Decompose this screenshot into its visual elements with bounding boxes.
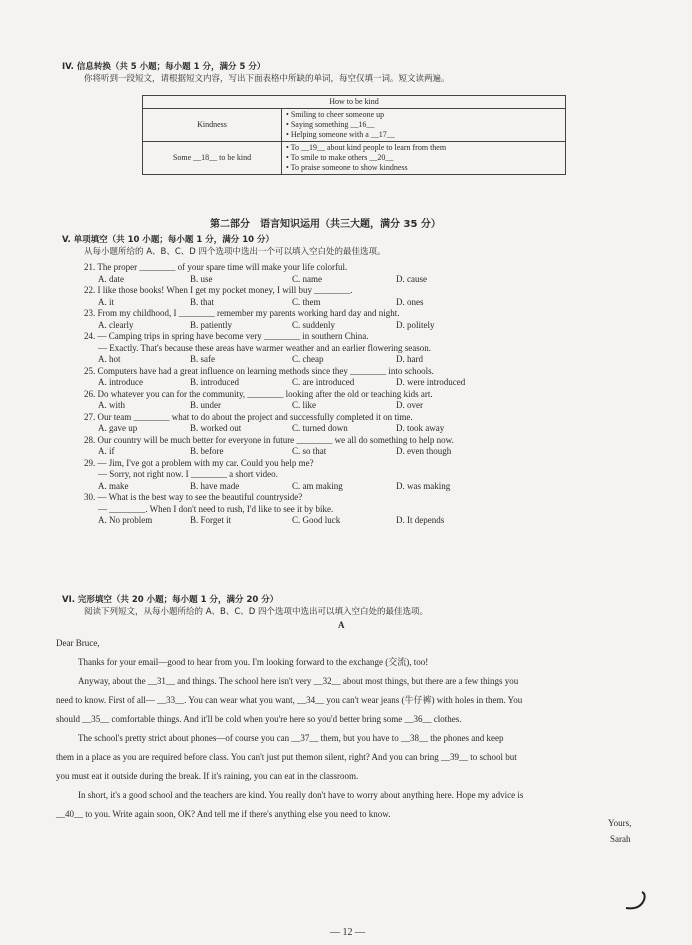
answer-option: A. make — [98, 480, 129, 491]
answer-option: C. suddenly — [292, 319, 336, 330]
answer-option: D. ones — [396, 296, 424, 307]
info-table — [142, 95, 566, 175]
question-reply: — ________. When I don't need to rush, I'd like to see it by bike. — [98, 503, 334, 514]
letter-p2a: Anyway, about the __31__ and things. The school here isn't very __32__ about most things, but there are a few things you — [78, 676, 519, 686]
table-item: • To smile to make others __20__ — [286, 153, 561, 163]
answer-option: C. Good luck — [292, 515, 341, 525]
letter-closing: Yours, — [608, 818, 632, 828]
answer-option: B. patiently — [190, 319, 232, 330]
question-stem: 23. From my childhood, I ________ remember my parents working hard day and night. — [84, 308, 400, 318]
section4-header: IV. 信息转换（共 5 小题；每小题 1 分，满分 5 分） — [62, 62, 266, 72]
letter-greeting: Dear Bruce, — [56, 638, 100, 648]
answer-option: D. was making — [396, 480, 451, 491]
answer-option: D. over — [396, 400, 423, 410]
answer-option: B. use — [190, 273, 213, 284]
part2-title: 第二部分 语言知识运用（共三大题，满分 35 分） — [210, 219, 441, 230]
answer-option: B. Forget it — [190, 515, 232, 525]
answer-option: A. No problem — [98, 515, 153, 525]
question-stem: 25. Computers have had a great influence on learning methods since they ________ into schools. — [84, 365, 434, 376]
answer-option: D. cause — [396, 273, 427, 284]
question-reply: — Exactly. That's because these areas have warmer weather and an earlier flowering season. — [98, 342, 431, 353]
answer-option: A. date — [98, 273, 124, 284]
answer-option: B. introduced — [190, 377, 239, 387]
answer-option: A. hot — [98, 354, 121, 364]
section6-header: VI. 完形填空（共 20 小题；每小题 1 分，满分 20 分） — [62, 595, 279, 605]
letter-p3b: them in a place as you are required before class. You can't just put themon silent, right? And you can bring __39__ to school but — [56, 752, 517, 762]
table-row2-left: Some __18__ to be kind — [143, 142, 282, 175]
section5-instruction: 从每小题所给的 A、B、C、D 四个选项中选出一个可以填入空白处的最佳选项。 — [84, 247, 386, 257]
section6-instruction: 阅读下列短文，从每小题所给的 A、B、C、D 四个选项中选出可以填入空白处的最佳选项。 — [84, 607, 429, 617]
question-stem: 30. — What is the best way to see the beautiful countryside? — [84, 492, 303, 502]
answer-option: C. turned down — [292, 423, 348, 433]
letter-p3a: The school's pretty strict about phones—of course you can __37__ them, but you have to __38__ the phones and keep — [78, 733, 504, 743]
letter-p2c: should __35__ comfortable things. And it'll be cold when you're here so you'd better bring some __36__ clothes. — [56, 714, 462, 724]
answer-option: B. before — [190, 446, 224, 456]
question-stem: 21. The proper ________ of your spare time will make your life colorful. — [84, 262, 348, 272]
answer-option: B. under — [190, 400, 221, 410]
answer-option: D. It depends — [396, 515, 445, 525]
answer-option: A. if — [98, 446, 115, 456]
answer-option: D. politely — [396, 319, 435, 330]
question-stem: 27. Our team ________ what to do about the project and successfully completed it on time. — [84, 411, 413, 422]
answer-option: D. took away — [396, 423, 445, 433]
answer-option: C. name — [292, 273, 322, 284]
question-stem: 29. — Jim, I've got a problem with my car. Could you help me? — [84, 457, 314, 468]
question-stem: 26. Do whatever you can for the community, ________ looking after the old or teaching kids art. — [84, 388, 433, 399]
answer-option: A. clearly — [98, 319, 134, 330]
question-reply: — Sorry, not right now. I ________ a short video. — [98, 469, 278, 479]
table-item: • Saying something __16__ — [286, 120, 561, 130]
question-stem: 28. Our country will be much better for everyone in future ________ we all do something to help now. — [84, 434, 454, 445]
table-row1-items — [282, 109, 566, 142]
letter-p2b: need to know. First of all— __33__. You can wear what you want, __34__ you can't wear jeans (牛仔裤) with holes in them. You — [56, 695, 523, 705]
answer-option: C. are introduced — [292, 377, 355, 387]
passage-label: A — [338, 620, 345, 630]
answer-option: A. introduce — [98, 377, 143, 387]
answer-option: C. cheap — [292, 354, 324, 364]
letter-p4a: In short, it's a good school and the teachers are kind. You really don't have to worry about anything here. Hope my advice is — [78, 790, 524, 800]
section4-instruction: 你将听到一段短文，请根据短文内容，写出下面表格中所缺的单词，每空仅填一词。短文读两遍。 — [84, 74, 450, 84]
table-title: How to be kind — [143, 96, 566, 109]
answer-option: B. that — [190, 296, 214, 307]
table-item: • To praise someone to show kindness — [286, 163, 561, 173]
table-item: • Smiling to cheer someone up — [286, 110, 561, 120]
answer-option: A. gave up — [98, 423, 138, 433]
table-item: • To __19__ about kind people to learn from them — [286, 143, 561, 153]
letter-p3c: you must eat it outside during the break. If it's raining, you can eat in the classroom. — [56, 771, 359, 781]
answer-option: B. have made — [190, 480, 240, 491]
table-row1-left: Kindness — [143, 109, 282, 142]
letter-signature: Sarah — [610, 834, 631, 844]
answer-option: D. even though — [396, 446, 452, 456]
question-stem: 24. — Camping trips in spring have become very ________ in southern China. — [84, 331, 369, 341]
answer-option: B. worked out — [190, 423, 242, 433]
answer-option: D. were introduced — [396, 377, 466, 387]
answer-option: C. them — [292, 296, 321, 307]
answer-option: C. like — [292, 400, 316, 410]
answer-option: C. am making — [292, 480, 343, 491]
question-stem: 22. I like those books! When I get my pocket money, I will buy ________. — [84, 285, 353, 295]
answer-option: A. it — [98, 296, 115, 307]
section5-header: V. 单项填空（共 10 小题；每小题 1 分，满分 10 分） — [62, 235, 274, 245]
table-item: • Helping someone with a __17__ — [286, 130, 561, 140]
pen-mark-icon — [622, 890, 652, 914]
answer-option: C. so that — [292, 446, 327, 456]
answer-option: A. with — [98, 400, 125, 410]
answer-option: D. hard — [396, 354, 423, 364]
letter-p1: Thanks for your email—good to hear from you. I'm looking forward to the exchange (交流), too! — [78, 657, 429, 667]
answer-option: B. safe — [190, 354, 215, 364]
table-row2-items — [282, 142, 566, 175]
letter-p4b: __40__ to you. Write again soon, OK? And tell me if there's anything else you need to know. — [56, 809, 391, 819]
page-number: — 12 — — [330, 927, 365, 938]
